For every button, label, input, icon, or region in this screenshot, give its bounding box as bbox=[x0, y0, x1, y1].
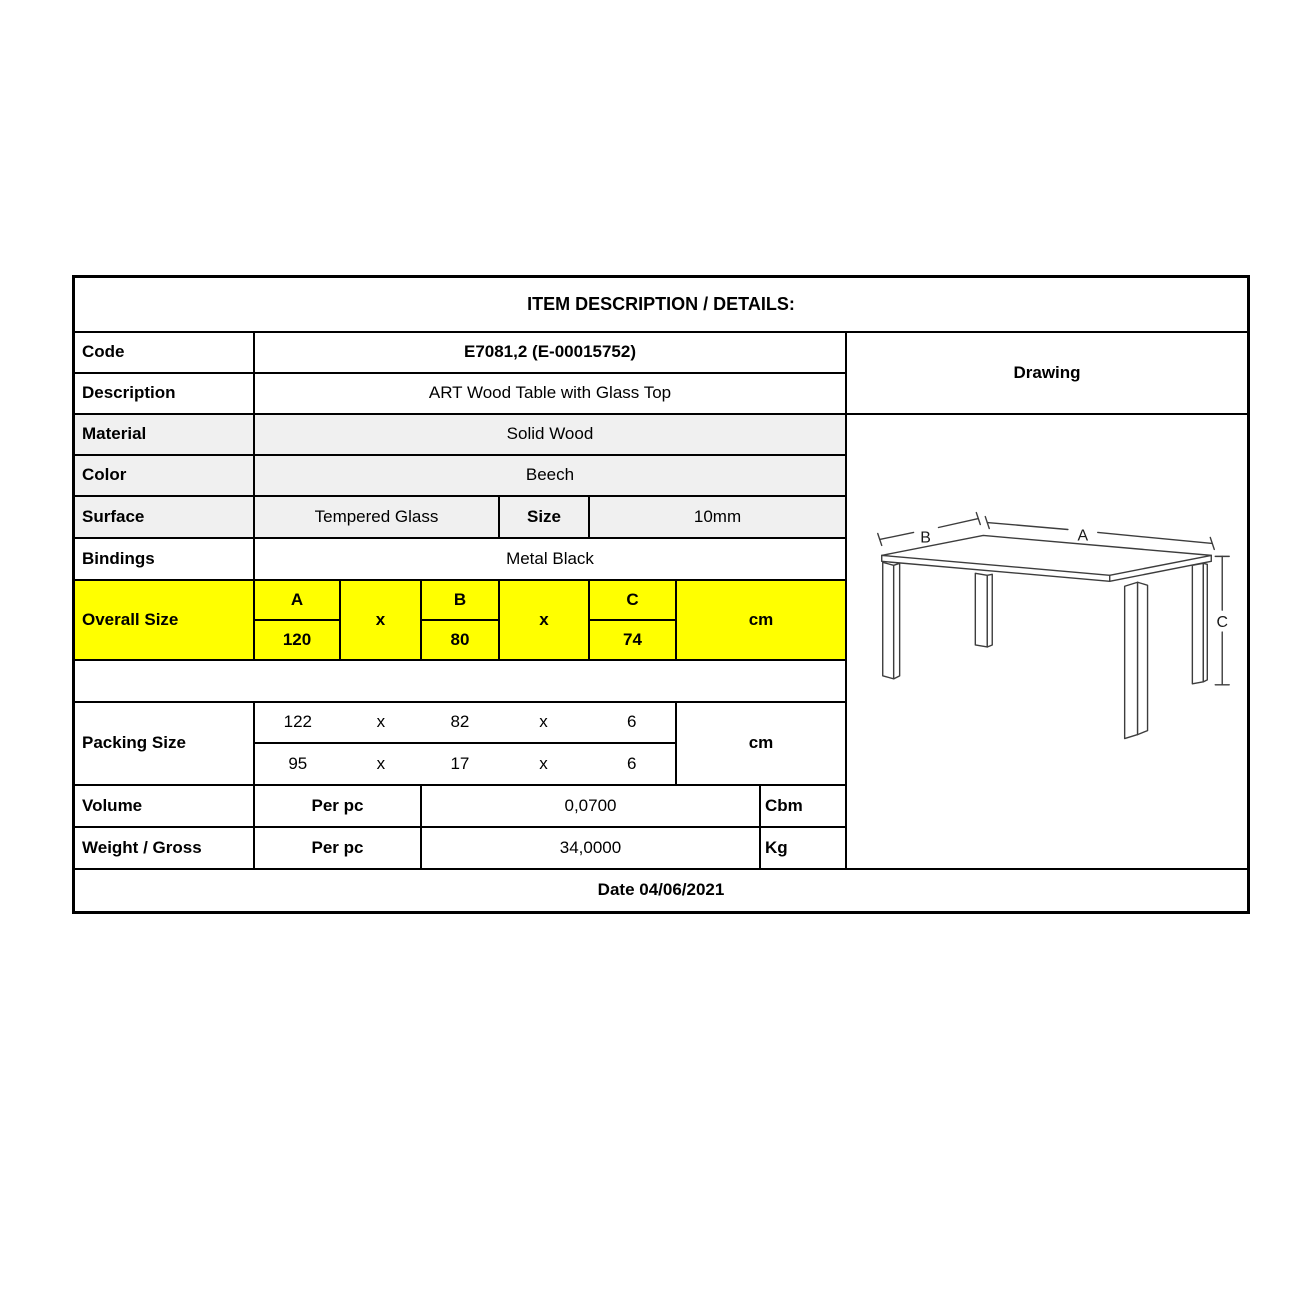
volume-unit: Cbm bbox=[761, 786, 845, 826]
dim-label-b: B bbox=[920, 529, 931, 547]
table-sketch bbox=[847, 415, 1247, 868]
leg-front-right bbox=[1125, 582, 1138, 738]
spacer-row bbox=[75, 661, 845, 701]
packing-r2-sep1: x bbox=[376, 753, 386, 773]
packing-r2-v1: 95 bbox=[288, 753, 308, 773]
material-label: Material bbox=[75, 415, 253, 454]
volume-per: Per pc bbox=[255, 786, 420, 826]
drawing-header: Drawing bbox=[847, 333, 1247, 413]
surface-label: Surface bbox=[75, 497, 253, 537]
description-label: Description bbox=[75, 374, 253, 413]
weight-value: 34,0000 bbox=[422, 828, 759, 868]
packing-r2-sep2: x bbox=[539, 753, 548, 773]
volume-value: 0,0700 bbox=[422, 786, 759, 826]
code-label: Code bbox=[75, 333, 253, 372]
volume-label: Volume bbox=[75, 786, 253, 826]
surface-size-label: Size bbox=[500, 497, 588, 537]
surface-size-value: 10mm bbox=[590, 497, 845, 537]
surface-value: Tempered Glass bbox=[255, 497, 498, 537]
code-value: E7081,2 (E-00015752) bbox=[255, 333, 845, 372]
bindings-label: Bindings bbox=[75, 539, 253, 579]
description-value: ART Wood Table with Glass Top bbox=[255, 374, 845, 413]
packing-r1-v2: 82 bbox=[450, 712, 470, 732]
tabletop-face bbox=[882, 535, 1212, 575]
bindings-value: Metal Black bbox=[255, 539, 845, 579]
overall-size-a-value: 120 bbox=[255, 621, 339, 659]
weight-per: Per pc bbox=[255, 828, 420, 868]
overall-size-unit: cm bbox=[677, 581, 845, 659]
weight-label: Weight / Gross bbox=[75, 828, 253, 868]
packing-r1-v1: 122 bbox=[283, 712, 312, 732]
packing-r2-v3: 6 bbox=[626, 753, 637, 773]
dim-label-a: A bbox=[1077, 527, 1089, 545]
dim-label-c: C bbox=[1216, 614, 1228, 632]
spec-sheet-table bbox=[72, 275, 1250, 914]
color-value: Beech bbox=[255, 456, 845, 495]
overall-size-sep1: x bbox=[341, 581, 420, 659]
leg-front-right-side bbox=[1138, 582, 1148, 734]
material-value: Solid Wood bbox=[255, 415, 845, 454]
packing-r1-sep1: x bbox=[376, 712, 386, 732]
leg-back-right-side bbox=[1203, 563, 1207, 681]
overall-size-b-label: B bbox=[422, 581, 498, 619]
packing-r1-v3: 6 bbox=[626, 712, 637, 732]
packing-r2-v2: 17 bbox=[450, 753, 470, 773]
leg-front-left bbox=[883, 562, 894, 678]
leg-back-left-side bbox=[987, 574, 992, 647]
weight-unit: Kg bbox=[761, 828, 845, 868]
color-label: Color bbox=[75, 456, 253, 495]
leg-back-right bbox=[1192, 563, 1203, 683]
date-row: Date 04/06/2021 bbox=[75, 870, 1247, 911]
overall-size-c-value: 74 bbox=[590, 621, 675, 659]
packing-size-row1 bbox=[255, 703, 675, 742]
leg-front-left-side bbox=[894, 563, 900, 678]
overall-size-b-value: 80 bbox=[422, 621, 498, 659]
overall-size-a-label: A bbox=[255, 581, 339, 619]
leg-back-left bbox=[975, 573, 987, 647]
packing-size-row2 bbox=[255, 744, 675, 784]
sheet-title: ITEM DESCRIPTION / DETAILS: bbox=[75, 278, 1247, 331]
drawing-canvas bbox=[847, 415, 1247, 868]
overall-size-label: Overall Size bbox=[75, 581, 253, 659]
packing-size-unit: cm bbox=[677, 703, 845, 784]
packing-r1-sep2: x bbox=[539, 712, 548, 732]
packing-size-label: Packing Size bbox=[75, 703, 253, 784]
overall-size-c-label: C bbox=[590, 581, 675, 619]
overall-size-sep2: x bbox=[500, 581, 588, 659]
